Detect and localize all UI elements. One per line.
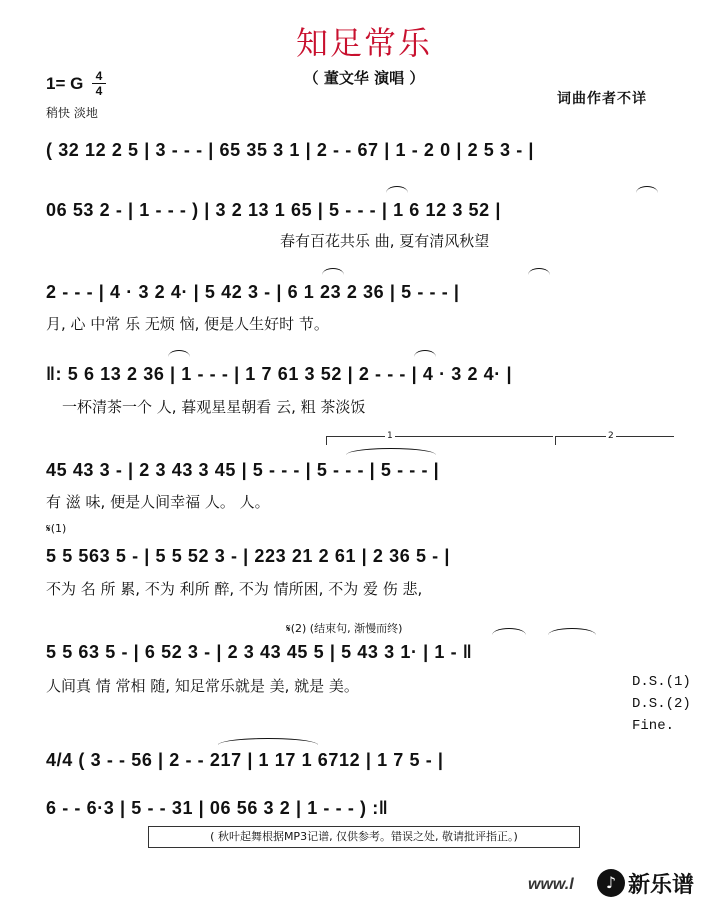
tempo-marking: 稍快 淡地 — [46, 106, 98, 120]
notation-row: 5 5 63 5 - | 6 52 3 - | 2 3 43 45 5 | 5 43 3 1· | 1 - ‖ — [46, 642, 473, 662]
transcription-note: ( 秋叶起舞根据MP3记谱, 仅供参考。错误之处, 敬请批评指正。) — [148, 826, 580, 848]
time-signature — [92, 70, 106, 97]
notation-row: 06 53 2 - | 1 - - - ) | 3 2 13 1 65 | 5 - - - | 1 6 12 3 52 | — [46, 200, 501, 220]
fine-marker: Fine. — [632, 718, 675, 734]
segno-marker-1: 𝄋(1) — [46, 522, 67, 535]
site-url[interactable]: www.l — [528, 876, 574, 893]
time-signature-bottom: 4 — [95, 84, 103, 98]
slur-arc — [548, 628, 596, 635]
lyrics-row: 有 滋 味, 便是人间幸福 人。 人。 — [46, 493, 270, 511]
ds-2-marker: D.S.(2) — [632, 696, 691, 712]
song-title: 知足常乐 — [295, 24, 432, 62]
time-signature-top: 4 — [95, 69, 103, 83]
slur-arc — [636, 186, 658, 193]
slur-arc — [386, 186, 408, 193]
volta-label-2: 2 — [608, 431, 614, 441]
performer-subtitle: （ 董文华 演唱 ） — [303, 69, 425, 87]
notation-row: 4/4 ( 3 - - 56 | 2 - - 217 | 1 17 1 6712 | 1 7 5 - | — [46, 750, 444, 770]
composer-credit: 词曲作者不详 — [557, 91, 647, 107]
notation-row: 45 43 3 - | 2 3 43 3 45 | 5 - - - | 5 - - - | 5 - - - | — [46, 460, 440, 480]
slur-arc — [346, 448, 436, 455]
notation-row: 5 5 563 5 - | 5 5 52 3 - | 223 21 2 61 | 2 36 5 - | — [46, 546, 450, 566]
slur-arc — [218, 738, 318, 745]
slur-arc — [168, 350, 190, 357]
volta-bracket-2 — [555, 431, 674, 445]
site-logo-text[interactable]: 新乐谱 — [628, 873, 695, 898]
ds-1-marker: D.S.(1) — [632, 674, 691, 690]
lyrics-row: 不为 名 所 累, 不为 利所 醉, 不为 情所困, 不为 爱 伤 悲, — [46, 580, 423, 598]
slur-arc — [414, 350, 436, 357]
notation-row: 6 - - 6·3 | 5 - - 31 | 06 56 3 2 | 1 - - - ) :‖ — [46, 798, 389, 818]
lyrics-row: 月, 心 中常 乐 无烦 恼, 便是人生好时 节。 — [46, 315, 329, 333]
slur-arc — [322, 268, 344, 275]
notation-row: ( 32 12 2 5 | 3 - - - | 65 35 3 1 | 2 - - 67 | 1 - 2 0 | 2 5 3 - | — [46, 140, 535, 160]
lyrics-row: 一杯清茶一个 人, 暮观星星朝看 云, 粗 茶淡饭 — [62, 398, 366, 416]
segno-marker-2: 𝄋(2) (结束句, 渐慢而终) — [286, 622, 403, 635]
slur-arc — [528, 268, 550, 275]
slur-arc — [492, 628, 526, 635]
notation-row: ‖: 5 6 13 2 36 | 1 - - - | 1 7 61 3 52 | 2 - - - | 4 · 3 2 4· | — [46, 364, 513, 384]
music-note-icon: ♪ — [597, 869, 625, 897]
volta-bracket-1 — [326, 431, 553, 445]
lyrics-row: 春有百花共乐 曲, 夏有清风秋望 — [280, 232, 490, 250]
volta-label-1: 1 — [387, 431, 393, 441]
notation-row: 2 - - - | 4 · 3 2 4· | 5 42 3 - | 6 1 23 2 36 | 5 - - - | — [46, 282, 460, 302]
lyrics-row: 人间真 情 常相 随, 知足常乐就是 美, 就是 美。 — [46, 677, 359, 695]
key-signature: 1= G — [46, 74, 84, 93]
